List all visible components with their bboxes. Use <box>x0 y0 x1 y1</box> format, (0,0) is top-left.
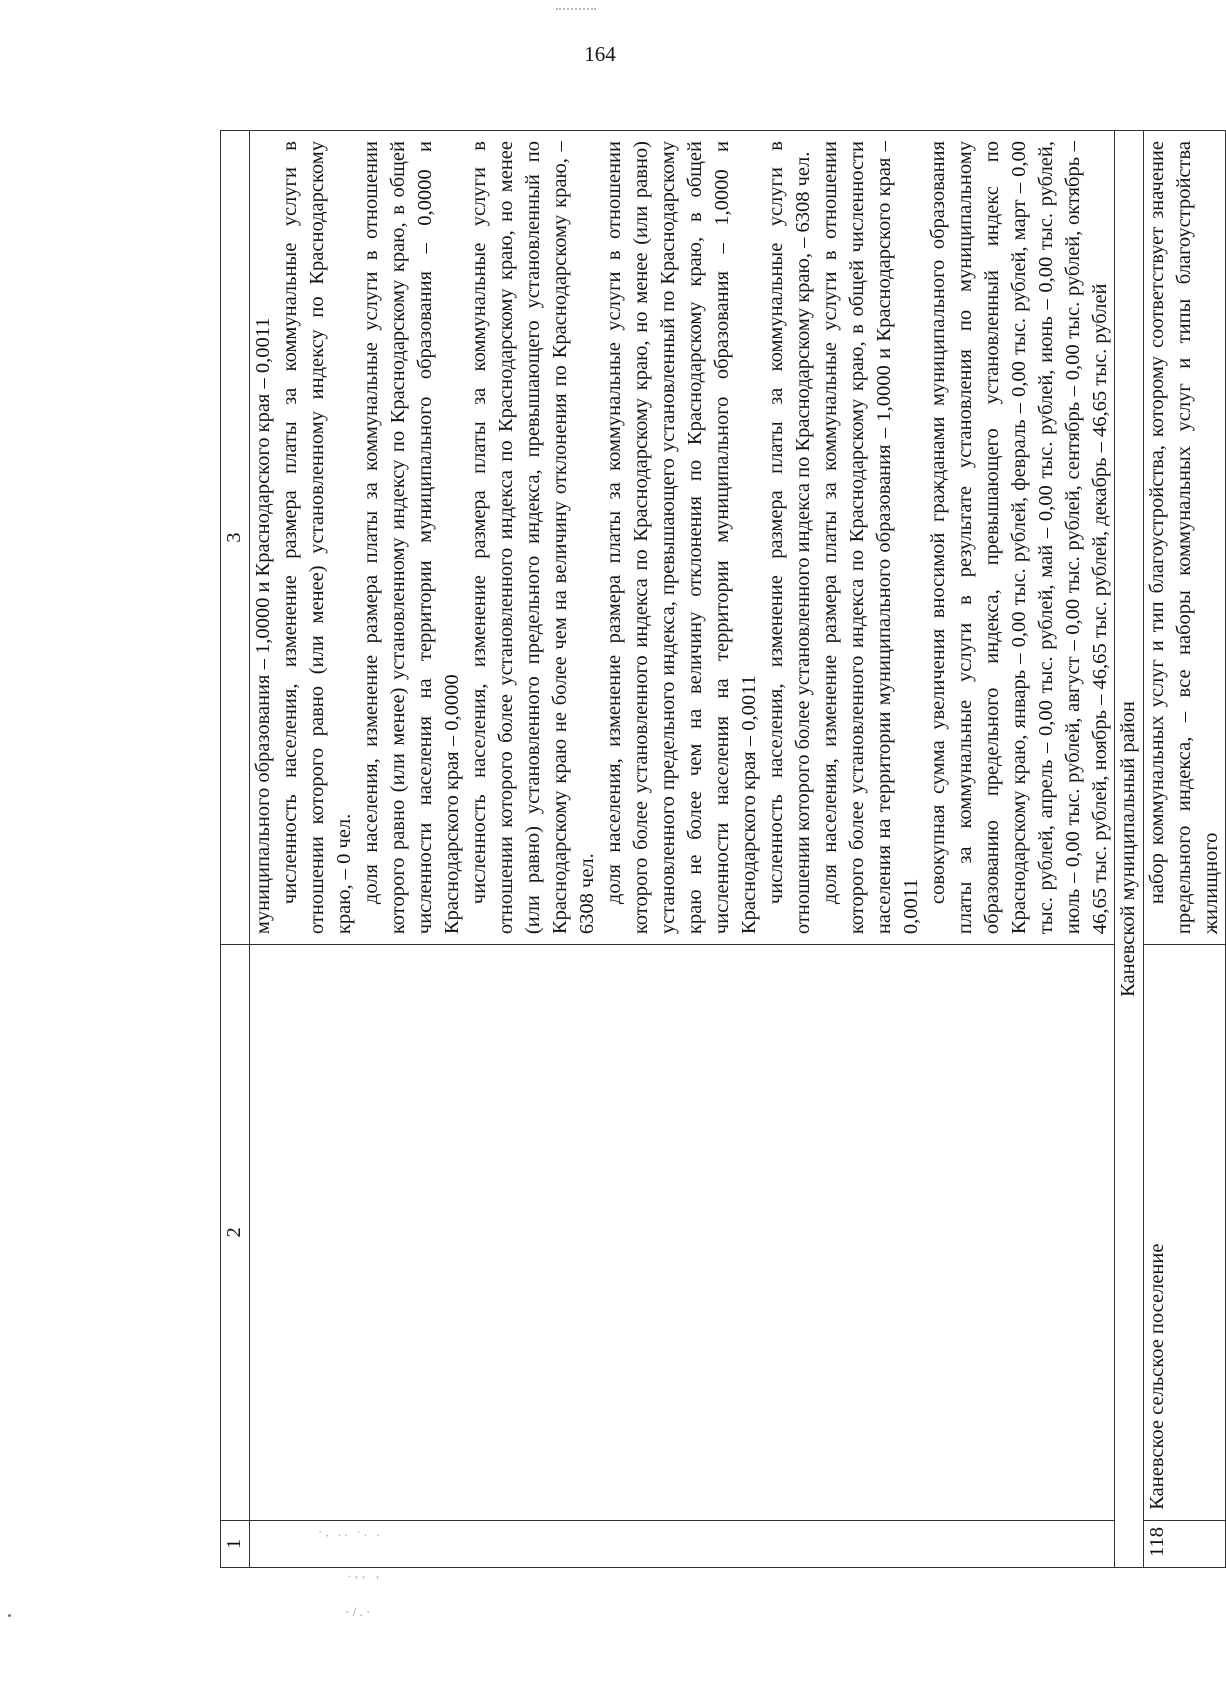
paragraph: доля населения, изменение размера платы за коммунальные услуги в отношении которого равно (или менее) установленному индексу по Краснодарскому краю, в общей численности населения на территории муниципального образования – 0,0000 и Краснодарского края – 0,0000 <box>360 141 463 935</box>
table-row <box>1144 131 1226 1568</box>
settlement-cell: Каневское сельское поселение <box>1144 945 1226 1521</box>
settlement-cell <box>250 945 1115 1521</box>
row-number-cell: 118 <box>1144 1520 1226 1567</box>
document-table <box>220 130 1226 1568</box>
table-row <box>250 131 1115 1568</box>
scan-mark-top <box>556 8 596 12</box>
table-header-row <box>221 131 250 1568</box>
description-cell <box>1144 131 1226 945</box>
column-header: 3 <box>221 131 250 945</box>
row-number-cell <box>250 1520 1115 1567</box>
description-cell <box>250 131 1115 945</box>
page-number: 164 <box>584 42 616 66</box>
paragraph: совокупная сумма увеличения вносимой гражданами муниципального образования платы за коммунальные услуги в результате установления по муниципальному образованию предельного индекса, превышающего установленный индекс по Краснодарскому краю, январь – 0,00 тыс. рублей, февраль – 0,00 тыс. рублей, март – 0,00 тыс. рублей, апрель – 0,00 тыс. рублей, май – 0,00 тыс. рублей, июнь – 0,00 тыс. рублей, июль – 0,00 тыс. рублей, август – 0,00 тыс. рублей, сентябрь – 0,00 тыс. рублей, октябрь – 46,65 тыс. рублей, ноябрь – 46,65 тыс. рублей, декабрь – 46,65 тыс. рублей <box>927 141 1111 935</box>
scan-specks: · / . · <box>345 1604 371 1619</box>
column-header: 2 <box>221 945 250 1521</box>
paragraph: численность населения, изменение размера платы за коммунальные услуги в отношении которого более установленного индекса по Краснодарскому краю, – 6308 чел. <box>765 141 814 935</box>
column-header: 1 <box>221 1520 250 1567</box>
paragraph: численность населения, изменение размера платы за коммунальные услуги в отношении которого равно (или менее) установленному индексу по Краснодарскому краю, – 0 чел. <box>279 141 355 935</box>
scan-specks: .,, , <box>348 1566 383 1580</box>
scan-specks: ·, .. ·. . <box>318 1524 383 1539</box>
rotated-table-wrapper <box>220 130 1222 1568</box>
paragraph: муниципального образования – 1,0000 и Краснодарского края – 0,0011 <box>252 317 274 935</box>
region-heading: Каневской муниципальный район <box>1115 131 1144 1568</box>
paragraph: набор коммунальных услуг и тип благоустройства, которому соответствует значение предельного индекса, – все наборы коммунальных услуг и типы благоустройства жилищного <box>1146 141 1222 935</box>
paragraph: доля населения, изменение размера платы за коммунальные услуги в отношении которого более установленного индекса по Краснодарскому краю, но менее (или равно) установленного предельного индекса, превышающего установленный по Краснодарскому краю не более чем на величину отклонения по Краснодарскому краю, в общей численности населения на территории муниципального образования – 1,0000 и Краснодарского края – 0,0011 <box>603 141 760 935</box>
scan-dot <box>8 1614 11 1617</box>
region-heading-row <box>1115 131 1144 1568</box>
paragraph: численность населения, изменение размера платы за коммунальные услуги в отношении которого более установленного индекса по Краснодарскому краю, но менее (или равно) установленного предельного индекса, превышающего установленный по Краснодарскому краю не более чем на величину отклонения по Краснодарскому краю, – 6308 чел. <box>468 141 598 935</box>
paragraph: доля населения, изменение размера платы за коммунальные услуги в отношении которого более установленного индекса по Краснодарскому краю, в общей численности населения на территории муниципального образования – 1,0000 и Краснодарского края – 0,0011 <box>819 141 922 935</box>
